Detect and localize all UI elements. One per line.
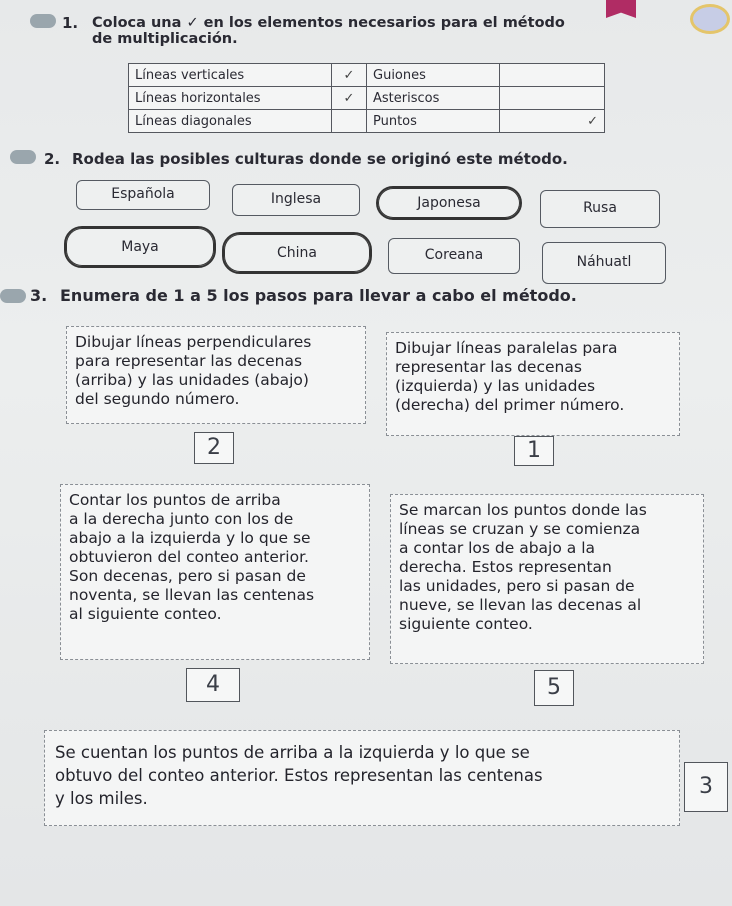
row-left-label: Líneas verticales: [129, 64, 332, 87]
culture-option[interactable]: Maya: [64, 226, 216, 268]
step-line: representar las decenas: [395, 358, 582, 376]
step-line: a contar los de abajo a la: [399, 539, 596, 557]
step-line: nueve, se llevan las decenas al: [399, 596, 642, 614]
step-line: obtuvo del conteo anterior. Estos representan las centenas: [55, 766, 543, 785]
culture-option[interactable]: China: [222, 232, 372, 274]
step-line: Son decenas, pero si pasan de: [69, 567, 306, 585]
step-line: obtuvieron del conteo anterior.: [69, 548, 309, 566]
step-line: abajo a la izquierda y lo que se: [69, 529, 311, 547]
culture-option[interactable]: Coreana: [388, 238, 520, 274]
step-line: Se cuentan los puntos de arriba a la izquierda y lo que se: [55, 743, 530, 762]
step-line: (arriba) y las unidades (abajo): [75, 371, 309, 389]
row-left-check[interactable]: [332, 110, 367, 133]
row-right-label: Guiones: [367, 64, 500, 87]
step-box: [60, 484, 370, 660]
row-left-label: Líneas diagonales: [129, 110, 332, 133]
step-line: Contar los puntos de arriba: [69, 491, 281, 509]
row-left-check[interactable]: ✓: [332, 64, 367, 87]
step-line: derecha. Estos representan: [399, 558, 612, 576]
table-row: [129, 110, 605, 133]
step-answer-box[interactable]: 1: [514, 436, 554, 466]
bookmark-ribbon: [606, 0, 636, 18]
elements-table: [128, 63, 605, 133]
row-right-label: Puntos: [367, 110, 500, 133]
step-line: y los miles.: [55, 789, 148, 808]
q2-text: Rodea las posibles culturas donde se originó este método.: [72, 150, 568, 168]
q3-number: 3.: [30, 286, 48, 305]
q3-text: Enumera de 1 a 5 los pasos para llevar a cabo el método.: [60, 286, 577, 305]
step-line: noventa, se llevan las centenas: [69, 586, 315, 604]
q1-number: 1.: [62, 14, 79, 32]
step-answer-box[interactable]: 4: [186, 668, 240, 702]
culture-option[interactable]: Japonesa: [376, 186, 522, 220]
step-box: [390, 494, 704, 664]
step-answer-box[interactable]: 3: [684, 762, 728, 812]
step-line: del segundo número.: [75, 390, 240, 408]
badge-icon: [30, 14, 56, 28]
culture-option[interactable]: Española: [76, 180, 210, 210]
step-line: Dibujar líneas paralelas para: [395, 339, 618, 357]
step-box: [386, 332, 680, 436]
step-line: siguiente conteo.: [399, 615, 533, 633]
step-line: (derecha) del primer número.: [395, 396, 625, 414]
row-right-check[interactable]: [500, 64, 605, 87]
row-right-check[interactable]: ✓: [500, 110, 605, 133]
step-line: Se marcan los puntos donde las: [399, 501, 647, 519]
row-right-check[interactable]: [500, 87, 605, 110]
q2-number: 2.: [44, 150, 61, 168]
row-left-label: Líneas horizontales: [129, 87, 332, 110]
step-line: al siguiente conteo.: [69, 605, 222, 623]
culture-option[interactable]: Inglesa: [232, 184, 360, 216]
step-line: para representar las decenas: [75, 352, 303, 370]
row-left-check[interactable]: ✓: [332, 87, 367, 110]
badge-icon: [10, 150, 36, 164]
step-box: [66, 326, 366, 424]
badge-icon: [0, 289, 26, 303]
step-line: (izquierda) y las unidades: [395, 377, 596, 395]
table-row: [129, 64, 605, 87]
q1-text-line2: de multiplicación.: [92, 31, 238, 47]
step-line: Dibujar líneas perpendiculares: [75, 333, 312, 351]
step-box: [44, 730, 680, 826]
step-answer-box[interactable]: 5: [534, 670, 574, 706]
step-line: líneas se cruzan y se comienza: [399, 520, 641, 538]
row-right-label: Asteriscos: [367, 87, 500, 110]
step-answer-box[interactable]: 2: [194, 432, 234, 464]
mascot-icon: [690, 4, 730, 34]
step-line: a la derecha junto con los de: [69, 510, 294, 528]
table-row: [129, 87, 605, 110]
q1-text-line1: Coloca una ✓ en los elementos necesarios para el método: [92, 15, 565, 31]
culture-option[interactable]: Náhuatl: [542, 242, 666, 284]
step-line: las unidades, pero si pasan de: [399, 577, 635, 595]
culture-option[interactable]: Rusa: [540, 190, 660, 228]
